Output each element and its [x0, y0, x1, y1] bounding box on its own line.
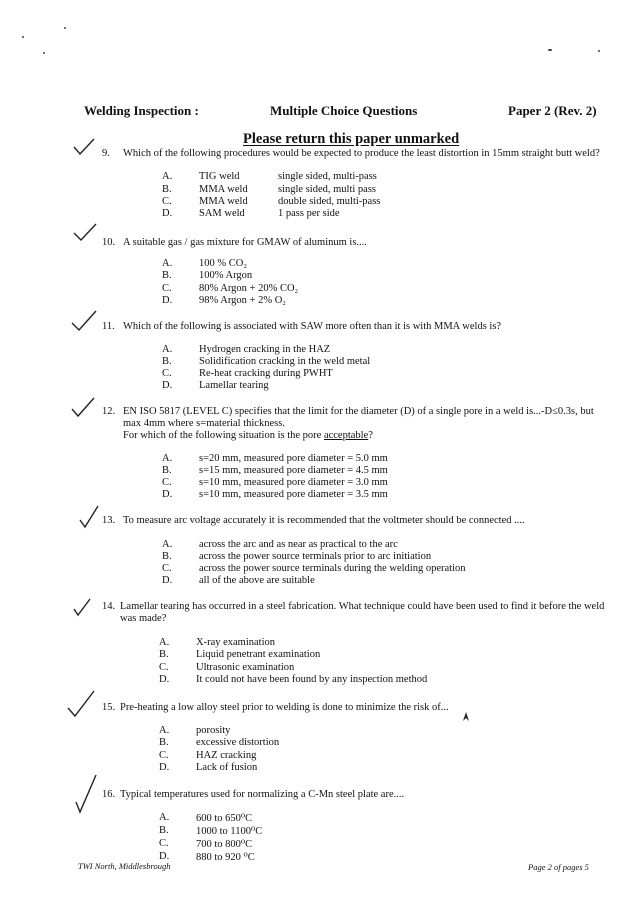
option-text: Re-heat cracking during PWHT	[199, 368, 333, 379]
question-text: To measure arc voltage accurately it is recommended that the voltmeter should be connected ....	[123, 515, 525, 526]
question-number: 9.	[102, 148, 110, 159]
question-text-line: Lamellar tearing has occurred in a steel fabrication. What technique could have been used to find it before the weld	[120, 601, 605, 612]
question-text: Pre-heating a low alloy steel prior to welding is done to minimize the risk of...	[120, 702, 449, 713]
option-text: Lack of fusion	[196, 762, 258, 773]
check-mark-icon	[66, 690, 96, 718]
option-letter: C.	[162, 368, 172, 379]
option-text: 880 to 920 ⁰C	[196, 852, 255, 863]
option-text: porosity	[196, 725, 231, 736]
scan-speck	[22, 36, 24, 38]
check-mark-icon	[70, 396, 96, 418]
scan-speck	[43, 52, 45, 54]
option-text: 80% Argon + 20% CO₂	[199, 283, 299, 294]
header-subject: Welding Inspection :	[84, 103, 199, 118]
footer-page-number: Page 2 of pages 5	[528, 862, 589, 872]
header-section: Multiple Choice Questions	[270, 103, 418, 118]
option-letter: A.	[159, 725, 170, 736]
page-title: Please return this paper unmarked	[243, 131, 460, 147]
pen-mark-icon	[462, 712, 470, 722]
option-process: MMA weld	[199, 184, 248, 195]
option-letter: C.	[162, 477, 172, 488]
option-text: Solidification cracking in the weld metal	[199, 356, 371, 367]
option-letter: C.	[159, 838, 169, 849]
option-letter: C.	[162, 563, 172, 574]
option-letter: B.	[162, 356, 172, 367]
question-text-line: max 4mm where s=material thickness.	[123, 418, 285, 429]
question-text: Which of the following procedures would be expected to produce the least distortion in 15mm straight butt weld?	[123, 148, 600, 159]
option-letter: D.	[159, 674, 170, 685]
option-letter: D.	[162, 575, 173, 586]
option-letter: B.	[159, 737, 169, 748]
option-letter: D.	[162, 380, 173, 391]
option-text: across the arc and as near as practical to the arc	[199, 539, 398, 550]
option-letter: A.	[159, 812, 170, 823]
option-text: across the power source terminals during the welding operation	[199, 563, 466, 574]
footer-organization: TWI North, Middlesbrough	[78, 861, 171, 871]
option-letter: B.	[159, 825, 169, 836]
question-number: 15.	[102, 702, 116, 713]
check-mark-icon	[70, 310, 98, 332]
option-letter: D.	[159, 762, 170, 773]
check-mark-icon	[74, 774, 98, 814]
option-letter: A.	[162, 171, 173, 182]
option-text: 100% Argon	[199, 270, 253, 281]
option-letter: B.	[162, 551, 172, 562]
option-letter: A.	[162, 453, 173, 464]
question-number: 13.	[102, 515, 116, 526]
option-process: SAM weld	[199, 208, 245, 219]
option-process: TIG weld	[199, 171, 240, 182]
question-text-line	[123, 430, 373, 442]
question-number: 12.	[102, 406, 116, 417]
scan-speck	[64, 27, 66, 29]
option-text: X-ray examination	[196, 637, 276, 648]
option-letter: B.	[162, 184, 172, 195]
option-text: Liquid penetrant examination	[196, 649, 321, 660]
question-text-line: EN ISO 5817 (LEVEL C) specifies that the limit for the diameter (D) of a single pore in a weld is...-D≤0.3s, but	[123, 406, 594, 417]
option-text: all of the above are suitable	[199, 575, 315, 586]
option-text: 600 to 650⁰C	[196, 813, 253, 824]
option-letter: D.	[162, 489, 173, 500]
question-number: 10.	[102, 237, 116, 248]
question-text: Which of the following is associated with SAW more often than it is with MMA welds is?	[123, 321, 502, 332]
option-text: 700 to 800⁰C	[196, 839, 253, 850]
question-text: Typical temperatures used for normalizing a C-Mn steel plate are....	[120, 789, 405, 800]
question-number: 11.	[102, 321, 115, 332]
option-technique: single sided, multi pass	[278, 184, 376, 195]
option-letter: D.	[162, 208, 173, 219]
option-text: s=10 mm, measured pore diameter = 3.0 mm	[199, 477, 388, 488]
question-number: 16.	[102, 789, 116, 800]
option-technique: 1 pass per side	[278, 208, 340, 219]
option-text: 100 % CO₂	[199, 258, 247, 269]
question-number: 14.	[102, 601, 116, 612]
option-letter: C.	[159, 662, 169, 673]
option-letter: B.	[159, 649, 169, 660]
option-letter: B.	[162, 465, 172, 476]
question-text: A suitable gas / gas mixture for GMAW of aluminum is....	[123, 237, 367, 248]
option-text: 1000 to 1100⁰C	[196, 826, 263, 837]
option-text: Ultrasonic examination	[196, 662, 295, 673]
option-text: Lamellar tearing	[199, 380, 269, 391]
option-text: 98% Argon + 2% O₂	[199, 295, 286, 306]
option-letter: C.	[162, 196, 172, 207]
option-letter: C.	[162, 283, 172, 294]
header-paper: Paper 2 (Rev. 2)	[508, 103, 597, 118]
option-text: Hydrogen cracking in the HAZ	[199, 344, 331, 355]
check-mark-icon	[78, 505, 100, 529]
option-text: excessive distortion	[196, 737, 280, 748]
scan-speck	[548, 49, 552, 51]
check-mark-icon	[72, 138, 96, 156]
question-text-segment: ?	[368, 430, 373, 441]
option-letter: A.	[162, 258, 173, 269]
option-text: It could not have been found by any inspection method	[196, 674, 428, 685]
option-technique: single sided, multi-pass	[278, 171, 377, 182]
option-letter: A.	[159, 637, 170, 648]
option-text: HAZ cracking	[196, 750, 257, 761]
option-letter: B.	[162, 270, 172, 281]
option-letter: C.	[159, 750, 169, 761]
check-mark-icon	[72, 222, 98, 242]
option-text: s=20 mm, measured pore diameter = 5.0 mm	[199, 453, 388, 464]
check-mark-icon	[72, 597, 92, 617]
option-letter: A.	[162, 539, 173, 550]
option-process: MMA weld	[199, 196, 248, 207]
option-letter: D.	[162, 295, 173, 306]
scan-speck	[598, 50, 600, 52]
option-text: s=15 mm, measured pore diameter = 4.5 mm	[199, 465, 388, 476]
question-emphasis: acceptable	[323, 430, 369, 441]
option-text: across the power source terminals prior to arc initiation	[199, 551, 432, 562]
option-text: s=10 mm, measured pore diameter = 3.5 mm	[199, 489, 388, 500]
option-letter: A.	[162, 344, 173, 355]
option-letter: D.	[159, 851, 170, 862]
question-text-segment: For which of the following situation is the pore	[123, 430, 324, 441]
option-technique: double sided, multi-pass	[278, 196, 381, 207]
question-text-line: was made?	[120, 613, 167, 624]
